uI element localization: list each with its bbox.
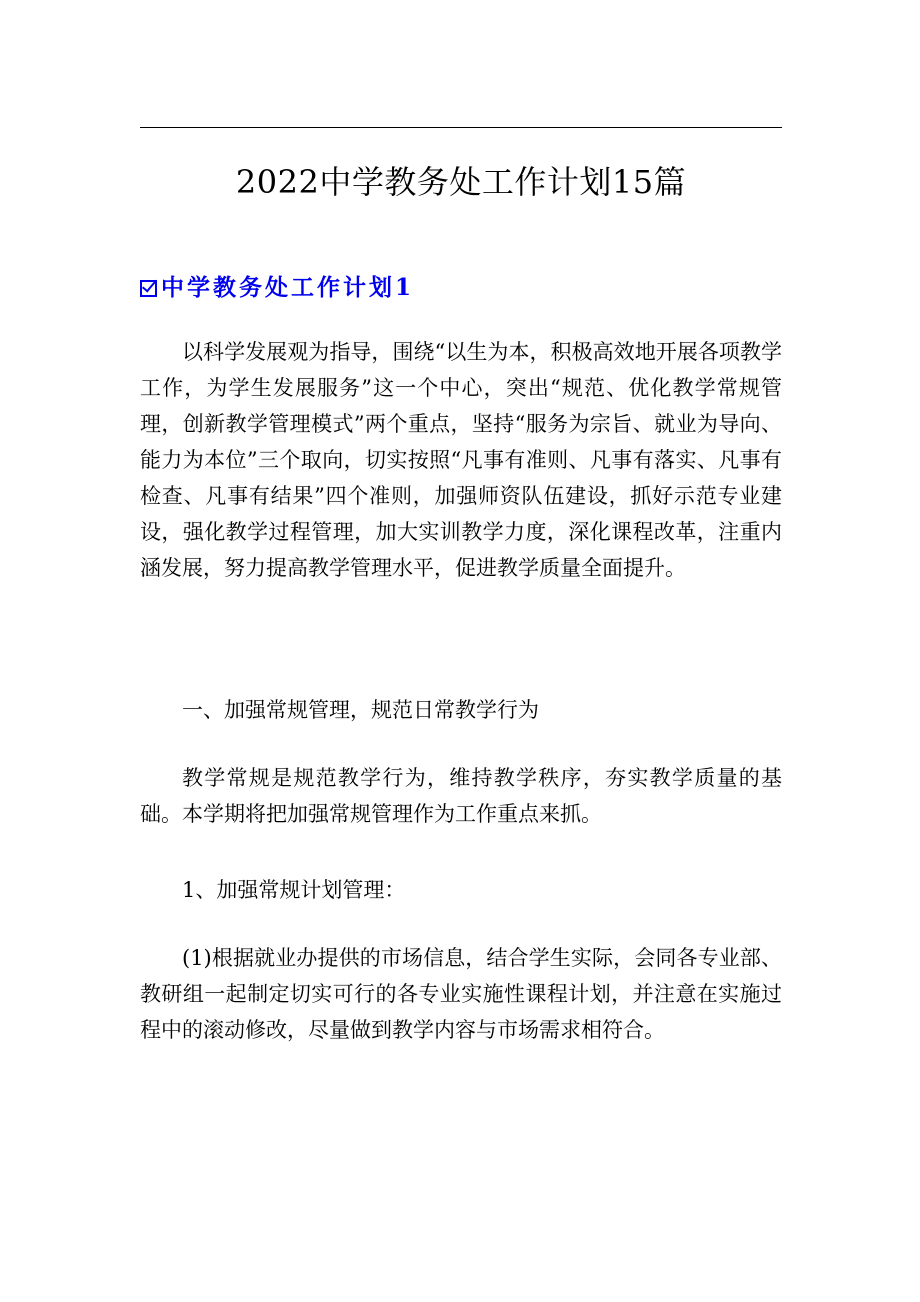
body-paragraph: 以科学发展观为指导，围绕“以生为本，积极高效地开展各项教学工作，为学生发展服务”这一个中心，突出“规范、优化教学常规管理，创新教学管理模式”两个重点，坚持“服务为宗旨、就业为导向、能力为本位”三个取向，切实按照“凡事有准则、凡事有落实、凡事有检查、凡事有结果”四个准则，加强师资队伍建设，抓好示范专业建设，强化教学过程管理，加大实训教学力度，深化课程改革，注重内涵发展，努力提高教学管理水平，促进教学质量全面提升。: [140, 340, 782, 580]
section-heading-text: 中学教务处工作计划1: [161, 274, 415, 301]
list-heading: 1、加强常规计划管理：: [182, 878, 406, 902]
subsection-heading: 一、加强常规管理，规范日常教学行为: [182, 698, 539, 722]
document-title: 2022中学教务处工作计划15篇: [235, 163, 687, 201]
checkbox-checked-icon: [140, 280, 157, 297]
section-heading: [140, 270, 414, 306]
body-paragraph: 教学常规是规范教学行为，维持教学秩序，夯实教学质量的基础。本学期将把加强常规管理作为工作重点来抓。: [140, 766, 782, 826]
list-item: (1)根据就业办提供的市场信息，结合学生实际，会同各专业部、教研组一起制定切实可行的各专业实施性课程计划，并注意在实施过程中的滚动修改，尽量做到教学内容与市场需求相符合。: [140, 946, 782, 1042]
header-divider: [140, 127, 782, 128]
